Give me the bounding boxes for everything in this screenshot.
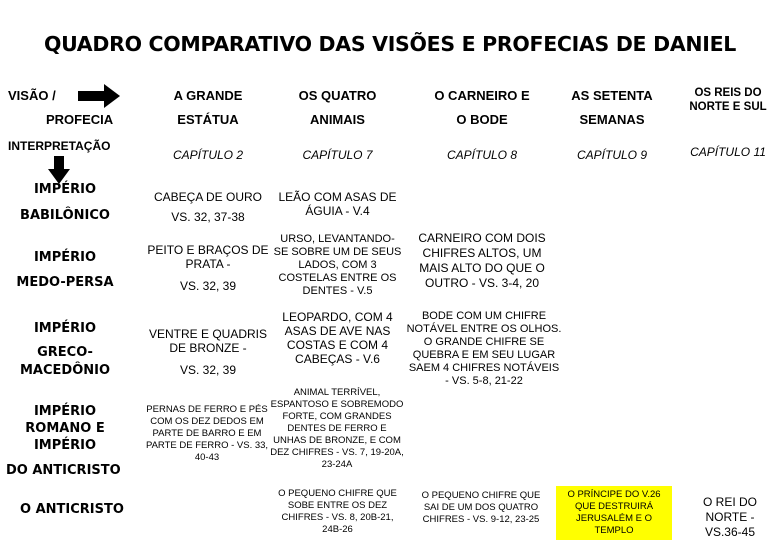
col-kings-chapter: CAPÍTULO 11 — [690, 145, 766, 159]
empire-medopersa-line1: IMPÉRIO — [33, 250, 97, 265]
ramgoat-row5-line2: SAI DE UM DOS QUATRO — [423, 502, 539, 513]
col-animals-chapter: CAPÍTULO 7 — [302, 148, 373, 162]
empire-romano-line4: DO ANTICRISTO — [6, 463, 121, 478]
profecia-label: PROFECIA — [46, 112, 114, 127]
empire-medopersa-line2: MEDO-PERSA — [16, 275, 114, 290]
statue-row4-line3: PARTE DE BARRO E EM — [152, 428, 262, 439]
empire-romano-line1: IMPÉRIO — [33, 404, 97, 419]
ramgoat-row3-line5: SAEM 4 CHIFRES NOTÁVEIS — [408, 362, 560, 374]
statue-row1-line1: CABEÇA DE OURO — [153, 190, 263, 204]
empire-anticristo: O ANTICRISTO — [20, 502, 124, 517]
col-animals-line2: ANIMAIS — [310, 112, 365, 127]
statue-row4-line1: PERNAS DE FERRO E PÉS — [146, 404, 268, 415]
interpretacao-label: INTERPRETAÇÃO — [8, 139, 111, 153]
col-ramgoat-line2: O BODE — [456, 112, 508, 127]
col-statue-chapter: CAPÍTULO 2 — [172, 148, 244, 162]
animals-row3-line2: ASAS DE AVE NAS — [284, 324, 391, 338]
animals-row4-line3: FORTE, COM GRANDES — [282, 411, 392, 422]
animals-row2-line3: LADOS, COM 3 — [298, 259, 377, 271]
animals-row3-line3: COSTAS E COM 4 — [286, 338, 389, 352]
animals-row1-line1: LEÃO COM ASAS DE — [278, 190, 397, 204]
weeks-row5-line1: O PRÍNCIPE DO V.26 — [567, 489, 661, 500]
col-ramgoat-line1: O CARNEIRO E — [434, 88, 530, 103]
animals-row5-line4: 24B-26 — [322, 524, 353, 535]
col-weeks-line1: AS SETENTA — [571, 88, 653, 103]
statue-row4-line5: 40-43 — [194, 452, 220, 463]
empire-greco-line1: IMPÉRIO — [33, 321, 97, 336]
animals-row2-line5: DENTES - V.5 — [302, 285, 373, 297]
animals-row4-line2: ESPANTOSO E SOBREMODO — [270, 399, 404, 410]
visao-label: VISÃO / — [8, 88, 56, 103]
col-kings-line2: NORTE E SUL — [689, 101, 767, 113]
ramgoat-row3-line2: NOTÁVEL ENTRE OS OLHOS. — [406, 323, 562, 335]
ramgoat-row5-line1: O PEQUENO CHIFRE QUE — [421, 490, 541, 501]
animals-row5-line1: O PEQUENO CHIFRE QUE — [278, 488, 397, 499]
col-statue-line1: A GRANDE — [173, 88, 243, 103]
animals-row4-line4: DENTES DE FERRO E — [287, 423, 387, 434]
animals-row1-line2: ÁGUIA - V.4 — [305, 204, 370, 218]
statue-row3-line1: VENTRE E QUADRIS — [148, 327, 268, 341]
animals-row2-line1: URSO, LEVANTANDO- — [280, 233, 395, 245]
col-statue-line2: ESTÁTUA — [177, 112, 239, 127]
empire-romano-line3: IMPÉRIO — [33, 438, 97, 453]
animals-row2-line2: SE SOBRE UM DE SEUS — [273, 246, 402, 258]
empire-babilonico-line1: IMPÉRIO — [33, 182, 97, 197]
empire-romano-line2: ROMANO E — [25, 421, 105, 436]
ramgoat-row2-line3: MAIS ALTO DO QUE O — [419, 261, 545, 275]
animals-row4-line6: DEZ CHIFRES - VS. 7, 19-20A, — [270, 447, 404, 458]
weeks-row5-line3: JERUSALÉM E O — [575, 513, 653, 524]
animals-row5-line3: CHIFRES - VS. 8, 20B-21, — [281, 512, 394, 523]
statue-row4-line4: PARTE DE FERRO - VS. 33, — [145, 440, 269, 451]
ramgoat-row5-line3: CHIFRES - VS. 9-12, 23-25 — [422, 514, 540, 525]
statue-row2-line1: PEITO E BRAÇOS DE — [147, 243, 269, 257]
empire-babilonico-line2: BABILÔNICO — [20, 208, 110, 223]
ramgoat-row3-line6: - VS. 5-8, 21-22 — [445, 375, 523, 387]
ramgoat-row3-line4: QUEBRA E EM SEU LUGAR — [412, 349, 556, 361]
ramgoat-row2-line2: CHIFRES ALTOS, UM — [422, 246, 542, 260]
ramgoat-row2-line4: OUTRO - VS. 3-4, 20 — [424, 276, 540, 290]
weeks-row5-line2: QUE DESTRUIRÁ — [574, 501, 654, 512]
ramgoat-row3-line3: O GRANDE CHIFRE SE — [423, 336, 545, 348]
kings-row5-line1: O REI DO — [702, 495, 757, 509]
statue-row2-line2: PRATA - — [185, 257, 231, 271]
statue-row1-line2: VS. 32, 37-38 — [171, 210, 245, 224]
down-arrow-icon — [48, 156, 70, 184]
kings-row5-line2: NORTE - — [705, 510, 755, 524]
animals-row2-line4: COSTELAS ENTRE OS — [278, 272, 397, 284]
kings-row5-line3: VS.36-45 — [704, 525, 756, 539]
animals-row3-line1: LEOPARDO, COM 4 — [282, 310, 393, 324]
statue-row2-line3: VS. 32, 39 — [179, 279, 237, 293]
col-weeks-chapter: CAPÍTULO 9 — [576, 148, 648, 162]
animals-row5-line2: SOBE ENTRE OS DEZ — [287, 500, 388, 511]
statue-row4-line2: COM OS DEZ DEDOS EM — [150, 416, 264, 427]
empire-greco-line3: MACEDÔNIO — [19, 363, 111, 378]
col-ramgoat-chapter: CAPÍTULO 8 — [446, 148, 518, 162]
weeks-row5-line4: TEMPLO — [594, 525, 634, 536]
animals-row4-line7: 23-24A — [321, 459, 353, 470]
col-weeks-line2: SEMANAS — [579, 112, 645, 127]
page-title: QUADRO COMPARATIVO DAS VISÕES E PROFECIAS DE DANIEL — [43, 32, 737, 56]
statue-row3-line2: DE BRONZE - — [169, 341, 247, 355]
statue-row3-line3: VS. 32, 39 — [179, 363, 237, 377]
empire-greco-line2: GRECO- — [37, 345, 93, 360]
col-kings-line1: OS REIS DO — [694, 87, 762, 99]
col-animals-line1: OS QUATRO — [298, 88, 377, 103]
animals-row4-line5: UNHAS DE BRONZE, E COM — [273, 435, 401, 446]
animals-row3-line4: CABEÇAS - V.6 — [295, 352, 380, 366]
animals-row4-line1: ANIMAL TERRÍVEL, — [293, 387, 381, 398]
ramgoat-row3-line1: BODE COM UM CHIFRE — [421, 310, 547, 322]
ramgoat-row2-line1: CARNEIRO COM DOIS — [418, 231, 546, 245]
right-arrow-icon — [78, 84, 120, 108]
